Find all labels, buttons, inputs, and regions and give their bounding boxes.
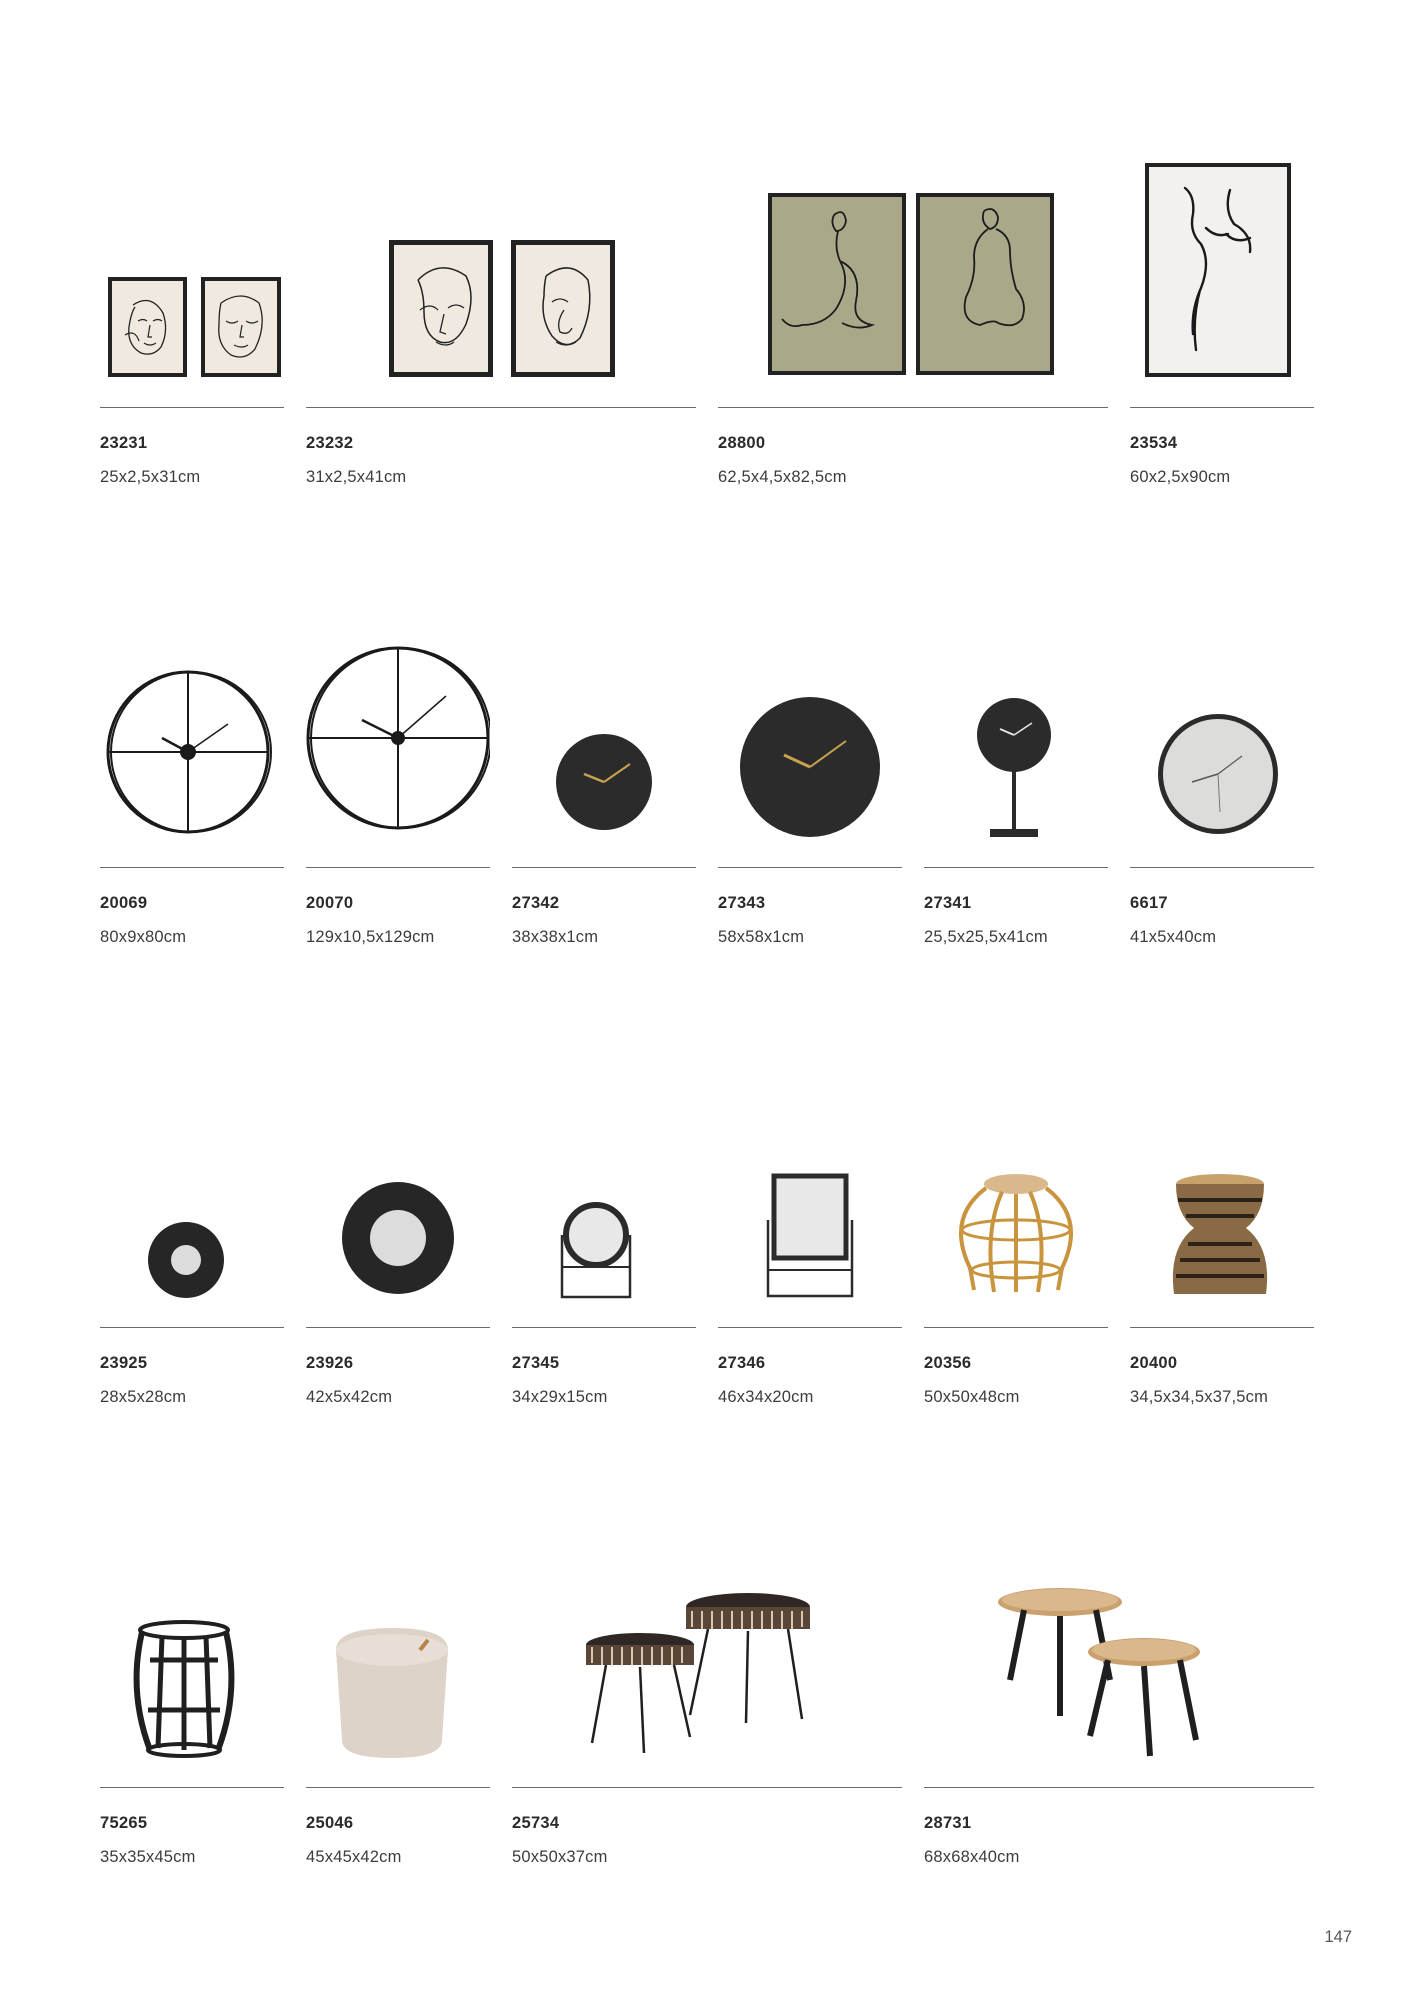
product-code: 25734 [512,1814,560,1832]
line-art-face-frames-pair-icon [100,265,284,380]
divider [306,407,696,408]
product-code: 20070 [306,894,354,912]
divider [100,867,284,868]
divider [306,867,490,868]
product-dimensions: 31x2,5x41cm [306,468,407,486]
product-dimensions: 50x50x37cm [512,1848,608,1866]
product-dimensions: 38x38x1cm [512,928,599,946]
product-27341 [924,600,1108,960]
divider [306,1327,490,1328]
product-code: 75265 [100,1814,148,1832]
page-number: 147 [1324,1928,1352,1946]
product-23926 [306,1060,490,1420]
product-75265 [100,1520,284,1880]
divider [1130,867,1314,868]
product-28800 [718,0,1108,500]
product-code: 23925 [100,1354,148,1372]
divider [512,1787,902,1788]
product-dimensions: 42x5x42cm [306,1388,393,1406]
line-art-face-frames-pair-large-icon [306,230,696,380]
metal-wire-wall-clock-icon [100,660,284,845]
divider [1130,407,1314,408]
product-27346 [718,1060,902,1420]
product-dimensions: 34,5x34,5x37,5cm [1130,1388,1269,1406]
product-code: 23534 [1130,434,1178,452]
product-20070 [306,600,490,960]
nesting-side-tables-wood-icon [924,1580,1314,1760]
product-code: 20069 [100,894,148,912]
divider [100,1327,284,1328]
product-23232 [306,0,696,500]
divider [924,1327,1108,1328]
round-table-mirror-icon [512,1195,696,1300]
product-25046 [306,1520,490,1880]
divider [512,1327,696,1328]
product-dimensions: 129x10,5x129cm [306,928,435,946]
product-20400 [1130,1060,1314,1420]
rattan-side-table-icon [924,1170,1108,1300]
divider [924,1787,1314,1788]
product-code: 23926 [306,1354,354,1372]
product-dimensions: 25,5x25,5x41cm [924,928,1048,946]
product-dimensions: 68x68x40cm [924,1848,1020,1866]
product-code: 27346 [718,1354,766,1372]
product-27343 [718,600,902,960]
product-code: 27343 [718,894,766,912]
product-dimensions: 34x29x15cm [512,1388,608,1406]
product-code: 27341 [924,894,972,912]
round-wood-mirror-icon [306,1180,490,1295]
product-dimensions: 41x5x40cm [1130,928,1217,946]
divider [100,1787,284,1788]
divider [924,867,1108,868]
product-23231 [100,0,284,500]
product-27345 [512,1060,696,1420]
divider [718,867,902,868]
rectangular-table-mirror-icon [718,1170,902,1300]
white-wall-clock-icon [1130,712,1314,837]
woven-hourglass-stool-icon [1130,1170,1314,1300]
product-dimensions: 58x58x1cm [718,928,805,946]
female-torso-sketch-frame-icon [1130,160,1314,380]
product-dimensions: 28x5x28cm [100,1388,187,1406]
product-dimensions: 50x50x48cm [924,1388,1020,1406]
divider [718,1327,902,1328]
product-23925 [100,1060,284,1420]
product-27342 [512,600,696,960]
product-dimensions: 35x35x45cm [100,1848,196,1866]
product-code: 27342 [512,894,560,912]
divider [718,407,1108,408]
divider [306,1787,490,1788]
product-code: 28731 [924,1814,972,1832]
clock-on-stand-icon [924,695,1108,845]
product-23534 [1130,0,1314,500]
nude-back-sketch-frames-pair-icon [718,185,1108,380]
black-rattan-stool-icon [100,1620,284,1760]
product-25734 [512,1520,902,1880]
product-dimensions: 62,5x4,5x82,5cm [718,468,847,486]
nesting-coffee-tables-dark-icon [512,1585,902,1765]
round-wood-mirror-small-icon [100,1220,284,1300]
product-6617 [1130,600,1314,960]
product-code: 23232 [306,434,354,452]
metal-wire-wall-clock-large-icon [306,630,490,845]
product-code: 28800 [718,434,766,452]
product-code: 23231 [100,434,148,452]
product-code: 6617 [1130,894,1168,912]
product-20069 [100,600,284,960]
product-code: 20356 [924,1354,972,1372]
divider [512,867,696,868]
black-wall-clock-gold-hands-icon [512,730,696,835]
beige-pouf-icon [306,1620,490,1760]
divider [1130,1327,1314,1328]
product-dimensions: 25x2,5x31cm [100,468,201,486]
product-code: 20400 [1130,1354,1178,1372]
product-dimensions: 45x45x42cm [306,1848,402,1866]
divider [100,407,284,408]
product-code: 25046 [306,1814,354,1832]
product-20356 [924,1060,1108,1420]
product-code: 27345 [512,1354,560,1372]
product-dimensions: 60x2,5x90cm [1130,468,1231,486]
product-28731 [924,1520,1314,1880]
black-wall-clock-gold-hands-large-icon [718,695,902,840]
product-dimensions: 80x9x80cm [100,928,187,946]
product-dimensions: 46x34x20cm [718,1388,814,1406]
